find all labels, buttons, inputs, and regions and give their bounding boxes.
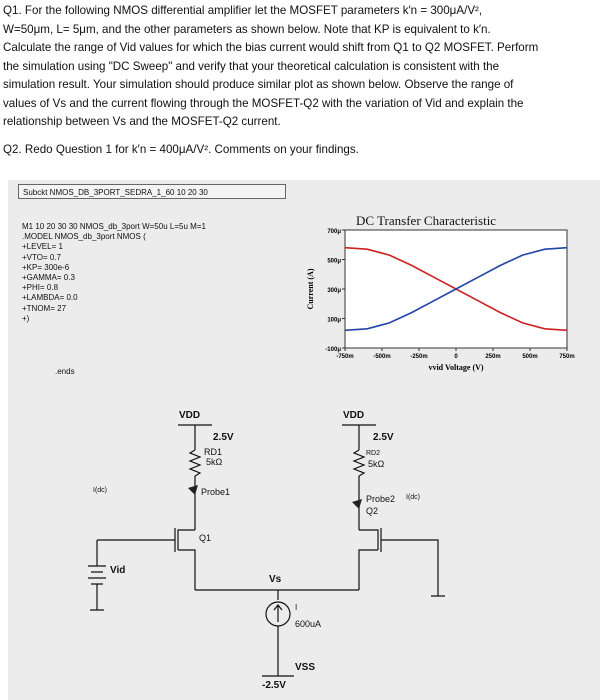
rd2-value: 5kΩ [368,459,385,469]
vdd-right-value: 2.5V [373,432,394,443]
probe2-icon [352,499,362,509]
y-axis-label: Current (A) [306,268,315,310]
rd1-resistor [190,450,200,476]
chart-title: DC Transfer Characteristic [356,213,497,228]
vdd-left-label: VDD [179,410,201,421]
q1-line: the simulation using "DC Sweep" and verify that your theoretical calculation is consistent with the [3,59,500,73]
probe2-label: Probe2 [366,494,396,504]
netlist-line: +GAMMA= 0.3 [22,273,75,283]
idc-left-label: I(dc) [93,487,107,494]
netlist-line: +) [22,313,30,323]
probe1-label: Probe1 [201,487,231,497]
current-arrow [274,605,282,622]
q2-label: Q2 [366,506,379,516]
q1-transistor [175,528,195,590]
netlist-line: +VTO= 0.7 [22,252,61,262]
q1-line: Q1. For the following NMOS differential amplifier let the MOSFET parameters k′n = 300μA/V², [3,4,483,17]
rd2-resistor [354,450,364,476]
vs-label: Vs [269,574,282,585]
source-node-wire [195,590,359,600]
wire [381,540,445,596]
netlist-line: +LEVEL= 1 [22,242,63,252]
netlist-header: Subckt NMOS_DB_3PORT_SEDRA_1_60 10 20 30 [18,184,286,199]
vss-label: VSS [295,662,316,673]
vdd-right-label: VDD [343,410,365,421]
y-tick-label: -100μ [325,347,341,353]
isrc-symbol: I [295,603,298,612]
rd2-label: RD2 [366,450,381,457]
netlist-line: +PHI= 0.8 [22,283,59,293]
rd1-value: 5kΩ [206,457,223,467]
q1-line: simulation result. Your simulation should produce similar plot as shown below. Observe the range of [3,78,514,91]
x-axis-label: vvid Voltage (V) [428,363,484,372]
y-tick-label: 500μ [327,258,341,265]
y-tick-label: 300μ [327,288,341,294]
q2-transistor [359,528,381,590]
netlist-line: +KP= 300e-6 [22,262,70,272]
vdd-left-value: 2.5V [213,432,234,443]
netlist-line: +TNOM= 27 [22,303,67,313]
y-tick-label: 100μ [327,317,341,324]
netlist-line: M1 10 20 30 30 NMOS_db_3port W=50u L=5u M=1 [22,222,206,231]
vid-label: Vid [110,565,126,576]
x-tick-label: -250m [410,354,428,360]
q1-line: Calculate the range of Vid values for which the bias current would shift from Q1 to Q2 MOSFET. Perform [3,41,539,54]
netlist-line: +LAMBDA= 0.0 [22,293,78,303]
idc-right-label: I(dc) [406,494,420,501]
x-tick-label: -500m [373,354,391,360]
x-tick-label: -750m [336,354,354,360]
wire [262,626,294,676]
rd1-label: RD1 [204,447,223,457]
question-2-text: Q2. Redo Question 1 for k′n = 400μA/V². Comments on your findings. [3,143,359,156]
x-tick-label: 250m [485,354,501,360]
x-tick-label: 0 [454,354,458,360]
netlist-ends: .ends [55,367,75,376]
q1-label: Q1 [199,533,212,543]
netlist-line: .MODEL NMOS_db_3port NMOS ( [22,232,146,242]
q1-line: W=50μm, L= 5μm, and the other parameters as shown below. Note that KP is equivalent to k′n. [3,22,491,36]
x-tick-label: 750m [559,354,575,360]
q1-line: relationship between Vs and the MOSFET-Q2 current. [3,115,281,128]
isrc-value: 600uA [295,619,322,629]
q1-line: values of Vs and the current flowing through the MOSFET-Q2 with the variation of Vid and explain the [3,96,524,110]
vid-source [88,540,106,610]
probe1-icon [188,485,198,495]
y-tick-label: 700μ [327,229,341,235]
vss-value: -2.5V [262,680,286,691]
x-tick-label: 500m [522,354,538,360]
